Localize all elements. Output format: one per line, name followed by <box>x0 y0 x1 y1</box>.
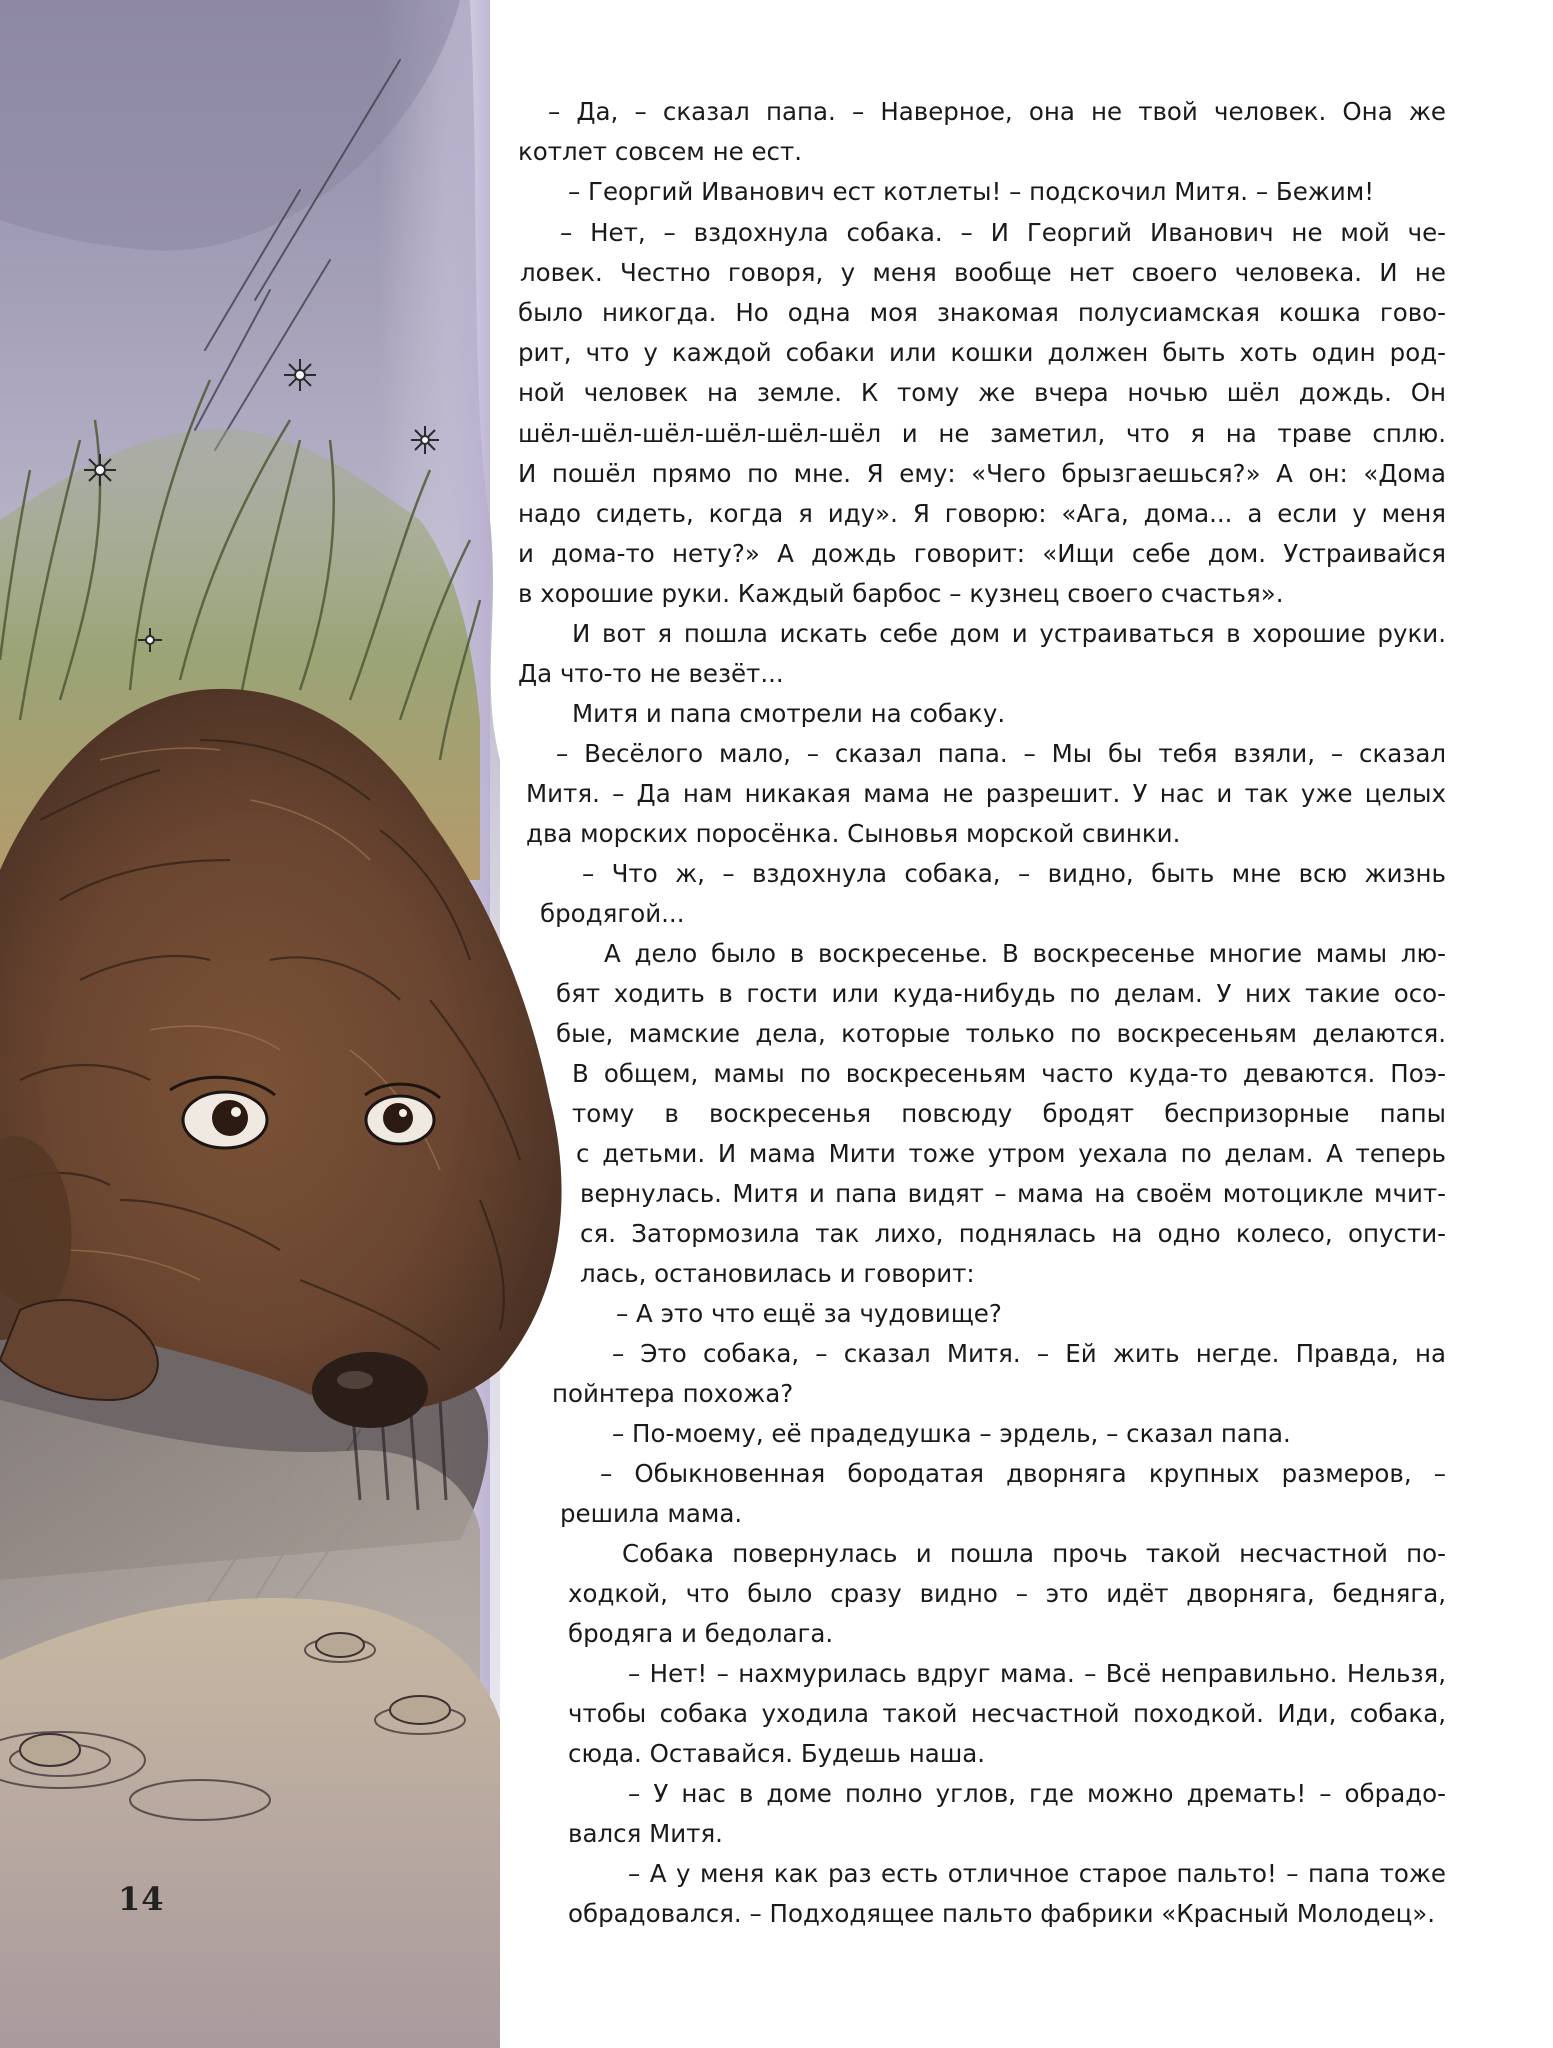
text-line: – А это что ещё за чудовище? <box>616 1299 1002 1328</box>
text-line: – Весёлого мало, – сказал папа. – Мы бы тебя взяли, – сказал <box>556 739 1446 768</box>
text-line: чтобы собака уходила такой несчастной походкой. Иди, собака, <box>568 1699 1446 1728</box>
text-line: тому в воскресенья повсюду бродят беспризорные папы <box>572 1099 1446 1128</box>
text-line: бят ходить в гости или куда-нибудь по делам. У них такие осо- <box>556 979 1446 1008</box>
text-line: – Да, – сказал папа. – Наверное, она не твой человек. Она же <box>548 97 1446 126</box>
text-line: было никогда. Но одна моя знакомая полусиамская кошка гово- <box>518 298 1446 327</box>
text-line: – А у меня как раз есть отличное старое пальто! – папа тоже <box>628 1859 1446 1888</box>
text-line: – Обыкновенная бородатая дворняга крупных размеров, – <box>600 1459 1446 1488</box>
text-line: И пошёл прямо по мне. Я ему: «Чего брызгаешься?» А он: «Дома <box>518 459 1446 488</box>
text-line: – По-моему, её прадедушка – эрдель, – сказал папа. <box>612 1419 1291 1448</box>
text-line: – Нет! – нахмурилась вдруг мама. – Всё неправильно. Нельзя, <box>628 1659 1446 1688</box>
text-line: – Это собака, – сказал Митя. – Ей жить негде. Правда, на <box>612 1339 1446 1368</box>
text-line: бродяга и бедолага. <box>568 1619 834 1648</box>
text-line: – Что ж, – вздохнула собака, – видно, быть мне всю жизнь <box>582 859 1446 888</box>
text-line: вался Митя. <box>568 1819 723 1848</box>
text-line: рит, что у каждой собаки или кошки должен быть хоть один род- <box>518 338 1446 367</box>
text-line: вернулась. Митя и папа видят – мама на своём мотоцикле мчит- <box>580 1179 1446 1208</box>
text-line: обрадовался. – Подходящее пальто фабрики «Красный Молодец». <box>568 1899 1436 1928</box>
text-line: котлет совсем не ест. <box>518 137 803 166</box>
text-line: Да что-то не везёт... <box>518 659 784 688</box>
text-line: пойнтера похожа? <box>552 1379 794 1408</box>
text-line: и дома-то нету?» А дождь говорит: «Ищи себе дом. Устраивайся <box>518 539 1446 568</box>
text-line: лась, остановилась и говорит: <box>580 1259 975 1288</box>
text-line: – Нет, – вздохнула собака. – И Георгий Иванович не мой че- <box>560 218 1446 247</box>
text-line: Митя и папа смотрели на собаку. <box>572 699 1006 728</box>
text-line: В общем, мамы по воскресеньям часто куда-то деваются. Поэ- <box>572 1059 1446 1088</box>
text-line: ловек. Честно говоря, у меня вообще нет своего человека. И не <box>520 258 1446 287</box>
text-line: ходкой, что было сразу видно – это идёт дворняга, бедняга, <box>568 1579 1446 1608</box>
page-number: 14 <box>118 1880 165 1918</box>
text-line: с детьми. И мама Мити тоже утром уехала по делам. А теперь <box>576 1139 1446 1168</box>
text-line: Митя. – Да нам никакая мама не разрешит. У нас и так уже целых <box>526 779 1446 808</box>
text-line: ной человек на земле. К тому же вчера ночью шёл дождь. Он <box>518 378 1446 407</box>
text-line: шёл-шёл-шёл-шёл-шёл-шёл и не заметил, что я на траве сплю. <box>518 419 1446 448</box>
text-line: два морских поросёнка. Сыновья морской свинки. <box>526 819 1181 848</box>
text-line: решила мама. <box>560 1499 743 1528</box>
text-line: – У нас в доме полно углов, где можно дремать! – обрадо- <box>628 1779 1446 1808</box>
text-line: в хорошие руки. Каждый барбос – кузнец своего счастья». <box>518 579 1284 608</box>
text-line: ся. Затормозила так лихо, поднялась на одно колесо, опусти- <box>580 1219 1446 1248</box>
text-line: Собака повернулась и пошла прочь такой несчастной по- <box>622 1539 1446 1568</box>
text-line: надо сидеть, когда я иду». Я говорю: «Ага, дома... а если у меня <box>518 499 1446 528</box>
text-line: бродягой... <box>540 899 685 928</box>
text-line: А дело было в воскресенье. В воскресенье многие мамы лю- <box>604 939 1446 968</box>
text-line: бые, мамские дела, которые только по воскресеньям делаются. <box>556 1019 1446 1048</box>
text-line: – Георгий Иванович ест котлеты! – подскочил Митя. – Бежим! <box>568 177 1375 206</box>
text-line: сюда. Оставайся. Будешь наша. <box>568 1739 986 1768</box>
text-line: И вот я пошла искать себе дом и устраиваться в хорошие руки. <box>572 619 1446 648</box>
